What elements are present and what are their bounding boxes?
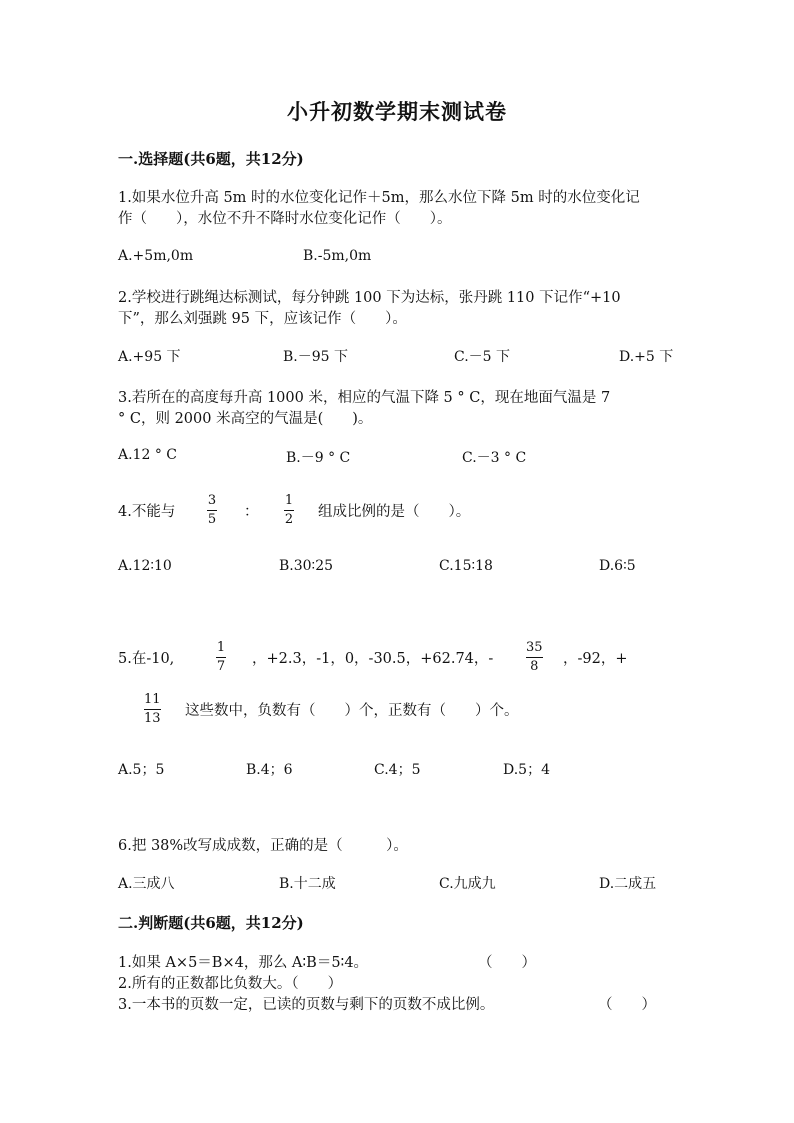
question-5-option-b[interactable]: B.4；6 — [246, 762, 293, 778]
question-2-option-c[interactable]: C.－5 下 — [454, 349, 511, 365]
question-5-part-1: 5.在-10, — [118, 651, 175, 667]
fraction-denominator: 8 — [530, 659, 539, 674]
fraction-denominator: 13 — [144, 711, 161, 726]
question-5-fraction-2 — [526, 640, 543, 675]
question-4-suffix: 组成比例的是（ ）。 — [318, 504, 471, 520]
question-2-line-1: 2.学校进行跳绳达标测试，每分钟跳 100 下为达标，张丹跳 110 下记作“+10 — [118, 290, 621, 306]
question-4-fraction-1 — [207, 493, 217, 528]
question-1-option-a[interactable]: A.+5m,0m — [118, 248, 194, 264]
question-5-fraction-1 — [216, 640, 226, 675]
fraction-bar — [284, 510, 294, 511]
section-heading-judgement: 二.判断题(共6题，共12分) — [118, 914, 304, 932]
judgement-3-text: 3.一本书的页数一定，已读的页数与剩下的页数不成比例。 — [118, 997, 495, 1013]
fraction-denominator: 2 — [284, 512, 294, 527]
question-6-line-1: 6.把 38%改写成成数，正确的是（ ）。 — [118, 838, 408, 854]
question-2-option-a[interactable]: A.+95 下 — [118, 349, 181, 365]
fraction-numerator: 35 — [526, 640, 543, 655]
question-1-line-1: 1.如果水位升高 5m 时的水位变化记作＋5m，那么水位下降 5m 时的水位变化记 — [118, 190, 640, 206]
question-3-line-1: 3.若所在的高度每升高 1000 米，相应的气温下降 5 ° C，现在地面气温是 7 — [118, 390, 611, 406]
question-3-line-2: ° C，则 2000 米高空的气温是( )。 — [118, 411, 373, 427]
question-6-option-b[interactable]: B.十二成 — [279, 876, 336, 892]
fraction-numerator: 1 — [284, 493, 294, 508]
fraction-denominator: 7 — [216, 659, 226, 674]
question-4-fraction-2 — [284, 493, 294, 528]
question-4-option-b[interactable]: B.30∶25 — [279, 558, 334, 574]
question-5-part-3: ，-92，+ — [563, 651, 628, 667]
question-5-option-a[interactable]: A.5；5 — [118, 762, 165, 778]
question-2-option-b[interactable]: B.－95 下 — [283, 349, 349, 365]
question-4-colon: ： — [244, 504, 259, 520]
question-6-option-a[interactable]: A.三成八 — [118, 876, 175, 892]
question-2-line-2: 下”，那么刘强跳 95 下，应该记作（ ）。 — [118, 311, 407, 327]
fraction-bar — [207, 510, 217, 511]
judgement-1-blank[interactable]: （ ） — [478, 955, 536, 971]
question-4-option-d[interactable]: D.6∶5 — [599, 558, 636, 574]
page-title: 小升初数学期末测试卷 — [287, 99, 507, 124]
fraction-denominator: 5 — [207, 512, 217, 527]
question-3-option-a[interactable]: A.12 ° C — [118, 447, 177, 463]
question-5-option-c[interactable]: C.4；5 — [374, 762, 421, 778]
question-5-fraction-3 — [144, 692, 161, 727]
question-1-option-b[interactable]: B.-5m,0m — [303, 248, 372, 264]
question-5-option-d[interactable]: D.5；4 — [503, 762, 550, 778]
question-4-option-c[interactable]: C.15∶18 — [439, 558, 493, 574]
judgement-3-blank[interactable]: （ ） — [598, 997, 656, 1013]
question-2-option-d[interactable]: D.+5 下 — [619, 349, 674, 365]
question-6-option-d[interactable]: D.二成五 — [599, 876, 657, 892]
fraction-numerator: 3 — [207, 493, 217, 508]
question-4-option-a[interactable]: A.12∶10 — [118, 558, 172, 574]
judgement-1-text: 1.如果 A×5＝B×4，那么 A∶B＝5∶4。 — [118, 955, 369, 971]
question-3-option-c[interactable]: C.－3 ° C — [462, 450, 527, 466]
fraction-bar — [144, 709, 161, 710]
fraction-bar — [216, 657, 226, 658]
fraction-bar — [526, 657, 543, 658]
judgement-2-text: 2.所有的正数都比负数大。（ ） — [118, 976, 343, 992]
question-6-option-c[interactable]: C.九成九 — [439, 876, 496, 892]
question-1-line-2: 作（ ），水位不升不降时水位变化记作（ ）。 — [118, 211, 452, 227]
fraction-numerator: 11 — [144, 692, 161, 707]
question-5-part-2: ，+2.3，-1，0，-30.5，+62.74，- — [252, 651, 494, 667]
question-4-prefix: 4.不能与 — [118, 504, 176, 520]
section-heading-choice: 一.选择题(共6题，共12分) — [118, 150, 304, 168]
question-3-option-b[interactable]: B.－9 ° C — [286, 450, 351, 466]
question-5-part-4: 这些数中，负数有（ ）个，正数有（ ）个。 — [185, 703, 519, 719]
fraction-numerator: 1 — [216, 640, 226, 655]
